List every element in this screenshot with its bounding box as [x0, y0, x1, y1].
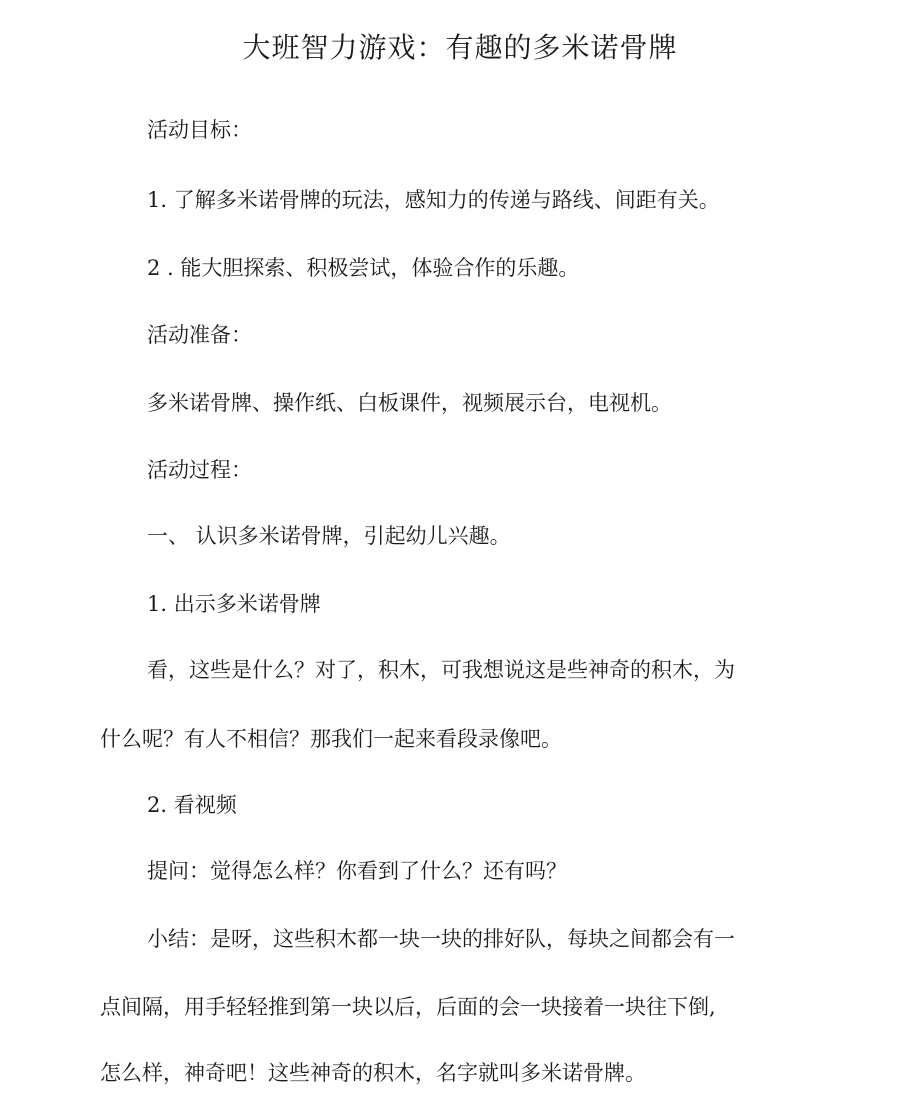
document-title: 大班智力游戏：有趣的多米诺骨牌	[242, 31, 678, 64]
goal-item-1: 1. 了解多米诺骨牌的玩法，感知力的传递与路线、间距有关。	[147, 188, 720, 212]
process-step-1: 一、 认识多米诺骨牌，引起幼儿兴趣。	[147, 524, 511, 548]
preparation-list: 多米诺骨牌、操作纸、白板课件，视频展示台，电视机。	[147, 391, 672, 415]
process-substep-2: 2. 看视频	[147, 793, 237, 817]
section-heading-preparation: 活动准备：	[147, 323, 252, 347]
goal-item-2: 2 . 能大胆探索、积极尝试，体验合作的乐趣。	[147, 256, 580, 280]
summary-line: 怎么样，神奇吧！这些神奇的积木，名字就叫多米诺骨牌。	[100, 1061, 646, 1085]
process-substep-1: 1. 出示多米诺骨牌	[147, 592, 321, 616]
paragraph-line: 看，这些是什么？对了，积木，可我想说这是些神奇的积木，为	[147, 658, 735, 682]
summary-line: 点间隔，用手轻轻推到第一块以后，后面的会一块接着一块往下倒,	[100, 995, 716, 1019]
section-heading-process: 活动过程：	[147, 458, 252, 482]
paragraph-line: 什么呢？有人不相信？那我们一起来看段录像吧。	[100, 727, 562, 751]
summary-line: 小结：是呀，这些积木都一块一块的排好队，每块之间都会有一	[147, 927, 735, 951]
section-heading-goals: 活动目标：	[147, 118, 252, 142]
question-line: 提问：觉得怎么样？你看到了什么？还有吗？	[147, 859, 567, 883]
